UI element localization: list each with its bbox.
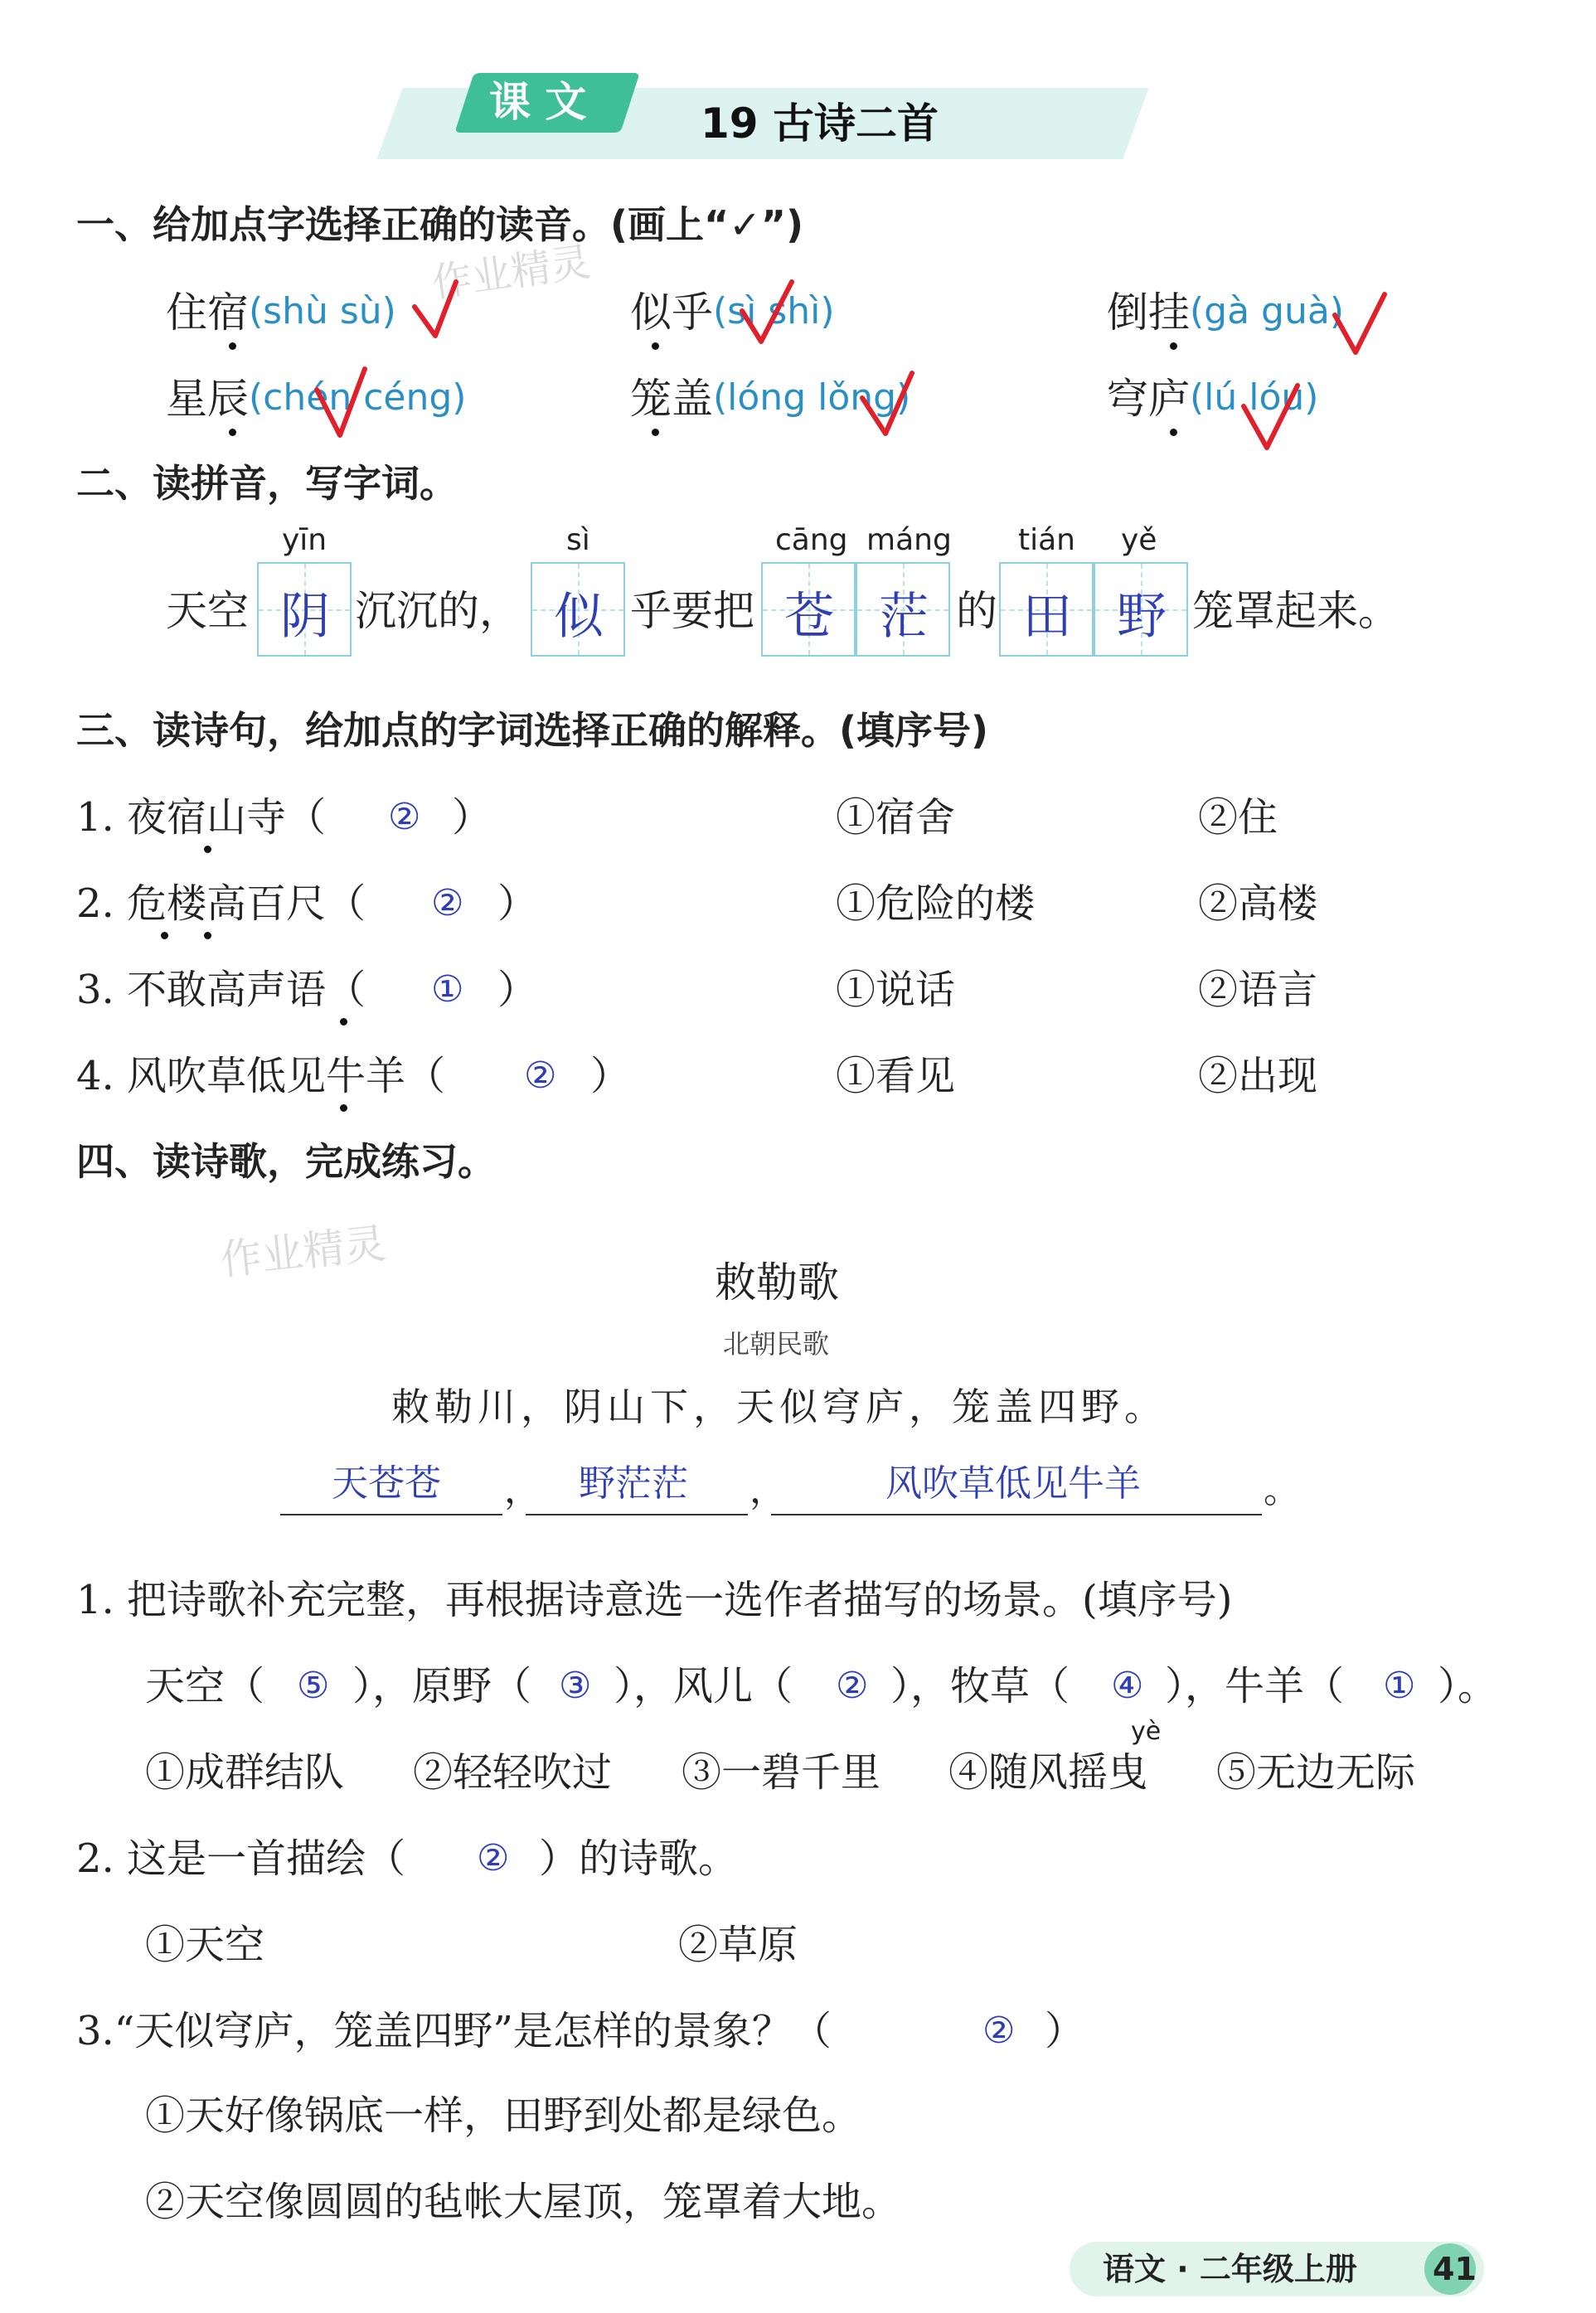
s2-text-5: 笼罩起来。 bbox=[1192, 587, 1400, 635]
s4-q1-opt-4: ④随风摇曳 bbox=[948, 1749, 1148, 1796]
answer-char-3: 苍 bbox=[784, 588, 834, 646]
watermark: 作业精灵 bbox=[429, 238, 594, 308]
poem-fill-3: 风吹草低见牛羊 bbox=[885, 1462, 1141, 1505]
s4-q1-label-4: ），牧草（ bbox=[890, 1663, 1070, 1709]
s3-q3: 3. 不敢高声语（ bbox=[76, 967, 366, 1013]
s3-opt4-2: ②出现 bbox=[1198, 1053, 1318, 1099]
s4-q2-text: 2. 这是一首描绘（ bbox=[76, 1835, 406, 1882]
s1-word-2: 似乎 bbox=[630, 289, 713, 337]
blank-line bbox=[771, 1514, 1262, 1515]
footer-subject: 语文 · 二年级上册 bbox=[1103, 2251, 1357, 2287]
answer-char-1: 阴 bbox=[280, 588, 330, 646]
s3-opt2-1: ①危险的楼 bbox=[836, 880, 1036, 927]
check-icon bbox=[742, 282, 792, 342]
s4-q2-opt-2: ②草原 bbox=[678, 1922, 798, 1968]
s4-q2-opt-1: ①天空 bbox=[145, 1922, 265, 1968]
s4-q1-label-2: ），原野（ bbox=[352, 1663, 532, 1709]
s3-opt1-2: ②住 bbox=[1198, 794, 1278, 841]
ye-pinyin: yè bbox=[1131, 1717, 1162, 1746]
s3-opt1-1: ①宿舍 bbox=[836, 794, 956, 841]
s2-text-3: 乎要把 bbox=[630, 587, 754, 635]
s4-q1-opt-3: ③一碧千里 bbox=[682, 1749, 881, 1796]
pinyin-2: sì bbox=[566, 523, 590, 557]
s4-q1-opt-5: ⑤无边无际 bbox=[1216, 1749, 1416, 1796]
s4-q1-label-1: 天空（ bbox=[145, 1663, 265, 1709]
pinyin-4: máng bbox=[866, 523, 952, 557]
lesson-title: 19 古诗二首 bbox=[701, 99, 939, 148]
emphasis-dot bbox=[204, 932, 211, 939]
poem-sep-3: 。 bbox=[1264, 1469, 1300, 1511]
s1-word-3: 倒挂 bbox=[1107, 289, 1190, 337]
s3-close4: ） bbox=[590, 1053, 631, 1099]
check-icon bbox=[862, 373, 912, 434]
poem-sep-1: ， bbox=[504, 1469, 541, 1511]
poem-sep-2: ， bbox=[749, 1469, 786, 1511]
s1-options-2: (sì shì) bbox=[713, 290, 835, 332]
s3-opt3-1: ①说话 bbox=[836, 967, 956, 1013]
s1-options-5: (lóng lǒng) bbox=[713, 376, 911, 419]
section3-title: 三、读诗句，给加点的字词选择正确的解释。(填序号) bbox=[76, 708, 989, 753]
s2-text-2: 沉沉的， bbox=[355, 587, 521, 635]
s4-q3-text: 3.“天似穹庐，笼盖四野”是怎样的景象？（ bbox=[76, 2008, 832, 2054]
s1-word-1: 住宿 bbox=[166, 289, 249, 337]
poem-title: 敕勒歌 bbox=[715, 1258, 839, 1307]
s4-q1-ans-4: ④ bbox=[1111, 1665, 1144, 1707]
s4-q3-opt-2: ②天空像圆圆的毡帐大屋顶，笼罩着大地。 bbox=[145, 2179, 902, 2225]
pinyin-3: cāng bbox=[775, 523, 848, 557]
s3-a1: ② bbox=[388, 796, 421, 838]
s2-text-1: 天空 bbox=[166, 587, 249, 635]
s2-text-4: 的 bbox=[956, 587, 997, 635]
emphasis-dot bbox=[161, 932, 168, 939]
s3-close3: ） bbox=[497, 967, 538, 1013]
s4-q1-text: 1. 把诗歌补充完整，再根据诗意选一选作者描写的场景。(填序号) bbox=[76, 1577, 1233, 1623]
s1-word-4: 星辰 bbox=[166, 375, 249, 423]
s4-q2-answer: ② bbox=[477, 1837, 510, 1879]
s3-close2: ） bbox=[497, 880, 538, 927]
s1-options-6: (lú lóu) bbox=[1190, 376, 1319, 419]
blank-line bbox=[526, 1514, 748, 1515]
check-icon bbox=[317, 369, 365, 435]
check-icon bbox=[1335, 294, 1385, 352]
emphasis-dot bbox=[340, 1104, 347, 1112]
s3-opt2-2: ②高楼 bbox=[1198, 880, 1318, 927]
s4-q2-close: ）的诗歌。 bbox=[539, 1835, 739, 1882]
s3-q2: 2. 危楼高百尺（ bbox=[76, 880, 366, 927]
s4-q1-ans-1: ⑤ bbox=[297, 1665, 330, 1707]
s4-q1-label-5: ），牛羊（ bbox=[1165, 1663, 1345, 1709]
s3-q1: 1. 夜宿山寺（ bbox=[76, 794, 327, 841]
s1-word-6: 穹庐 bbox=[1107, 375, 1190, 423]
pinyin-5: tián bbox=[1018, 523, 1075, 557]
answer-char-2: 似 bbox=[554, 588, 604, 646]
poem-author: 北朝民歌 bbox=[723, 1328, 830, 1360]
section1-title: 一、给加点字选择正确的读音。(画上“✓”) bbox=[76, 202, 804, 247]
s4-q1-ans-2: ③ bbox=[559, 1665, 592, 1707]
answer-char-4: 茫 bbox=[879, 588, 929, 646]
poem-fill-1: 天苍苍 bbox=[332, 1462, 441, 1505]
lesson-tag: 课 文 bbox=[489, 78, 587, 126]
s3-a4: ② bbox=[524, 1055, 557, 1097]
check-marks bbox=[0, 0, 1596, 497]
s1-options-3: (gà guà) bbox=[1190, 290, 1344, 332]
page-number: 41 bbox=[1433, 2251, 1477, 2287]
s4-q3-answer: ② bbox=[982, 2010, 1016, 2052]
s4-q1-label-3: ），风儿（ bbox=[614, 1663, 793, 1709]
emphasis-dot bbox=[204, 846, 211, 853]
check-icon bbox=[1244, 386, 1298, 448]
s3-q4: 4. 风吹草低见牛羊（ bbox=[76, 1053, 446, 1099]
section2-title: 二、读拼音，写字词。 bbox=[76, 461, 458, 506]
poem-fill-2: 野茫茫 bbox=[579, 1462, 688, 1505]
s4-q3-close: ） bbox=[1045, 2008, 1085, 2054]
s4-q1-label-6: ）。 bbox=[1438, 1663, 1498, 1709]
s4-q1-ans-5: ① bbox=[1383, 1665, 1416, 1707]
s3-close1: ） bbox=[452, 794, 492, 841]
check-icon bbox=[415, 282, 456, 336]
s4-q1-ans-3: ② bbox=[836, 1665, 869, 1707]
s1-options-1: (shù sù) bbox=[249, 290, 396, 332]
s1-word-5: 笼盖 bbox=[630, 375, 713, 423]
answer-char-5: 田 bbox=[1022, 588, 1072, 646]
s4-q1-opt-1: ①成群结队 bbox=[145, 1749, 345, 1796]
emphasis-dot bbox=[340, 1018, 347, 1026]
s3-a3: ① bbox=[431, 968, 464, 1011]
s1-options-4: (chén céng) bbox=[249, 376, 467, 419]
watermark: 作业精灵 bbox=[217, 1219, 388, 1285]
s4-q3-opt-1: ①天好像锅底一样，田野到处都是绿色。 bbox=[145, 2092, 862, 2139]
s4-q1-opt-2: ②轻轻吹过 bbox=[413, 1749, 613, 1796]
s3-opt4-1: ①看见 bbox=[836, 1053, 956, 1099]
answer-char-6: 野 bbox=[1117, 588, 1167, 646]
pinyin-6: yě bbox=[1121, 523, 1157, 557]
pinyin-1: yīn bbox=[282, 523, 327, 557]
blank-line bbox=[280, 1514, 502, 1515]
section4-title: 四、读诗歌，完成练习。 bbox=[76, 1139, 496, 1184]
poem-line-1: 敕勒川，阴山下，天似穹庐，笼盖四野。 bbox=[391, 1384, 1167, 1429]
s3-opt3-2: ②语言 bbox=[1198, 967, 1318, 1013]
s3-a2: ② bbox=[431, 882, 464, 924]
